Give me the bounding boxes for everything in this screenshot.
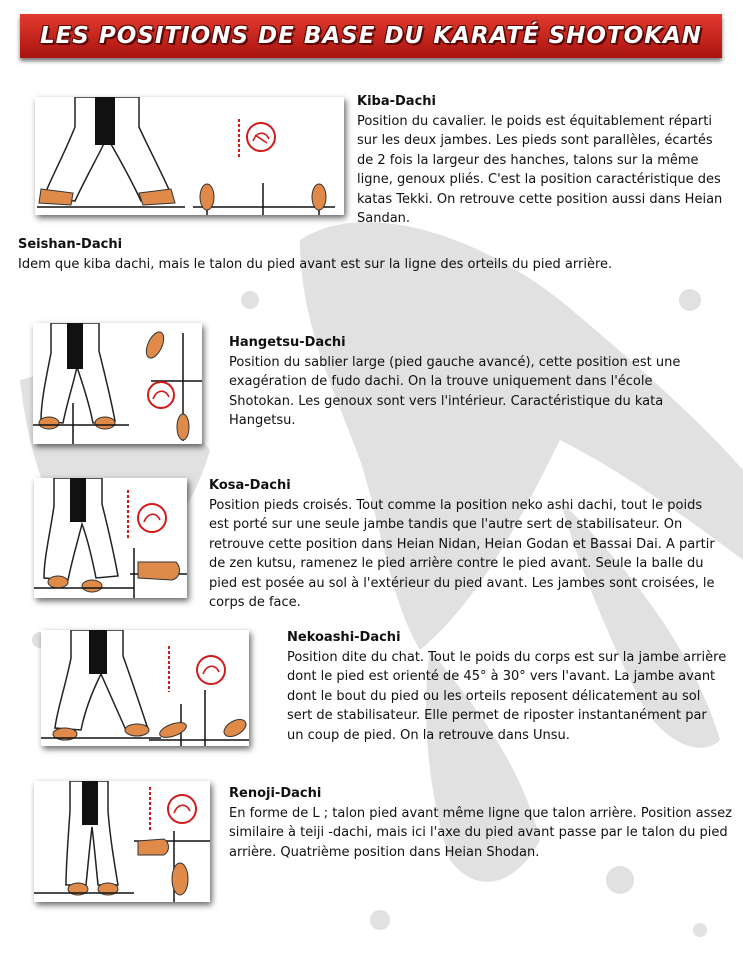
stance-description: Position pieds croisés. Tout comme la position neko ashi dachi, tout le poids est porté sur une seule jambe tandis que l'autre sert de stabilisateur. On retrouve cette position dans Heian Nidan, Heian Godan et Bassai Dai. A partir de zen kutsu, ramenez le pied arrière contre le pied avant. Seule la balle du pied est posée au sol à l'extérieur du pied avant. Les jambes sont croisées, le corps de face. (209, 497, 715, 610)
stance-description: Position du sablier large (pied gauche avancé), cette position est une exagération de fudo dachi. On la trouve uniquement dans l'école Shotokan. Les genoux sont vers l'intérieur. Caractéristique du kata Hangetsu. (229, 354, 681, 428)
stance-title: Hangetsu-Dachi (229, 335, 346, 350)
nekoashi-dachi-figure (41, 630, 249, 746)
nekoashi-dachi-illustration (41, 630, 249, 746)
stance-description: Idem que kiba dachi, mais le talon du pied avant est sur la ligne des orteils du pied arrière. (18, 256, 613, 272)
stance-description: Position dite du chat. Tout le poids du corps est sur la jambe arrière dont le pied est orienté de 45° à 30° vers l'avant. La jambe avant dont le bout du pied ou les orteils reposent délicatement au sol sert de stabilisateur. Elle permet de riposter instantanément par un coup de pied. On la retrouve dans Unsu. (287, 649, 727, 743)
renoji-dachi-illustration (34, 781, 210, 902)
stance-description: En forme de L ; talon pied avant même ligne que talon arrière. Position assez similaire à teiji -dachi, mais ici l'axe du pied avant passe par le talon du pied arrière. Quatrième position dans Heian Shodan. (229, 805, 733, 860)
hangetsu-dachi-figure (33, 323, 202, 444)
kiba-dachi-illustration (35, 97, 344, 215)
stance-seishan-dachi (18, 235, 718, 274)
stance-renoji-dachi (229, 784, 734, 862)
page-title: LES POSITIONS DE BASE DU KARATÉ SHOTOKAN (39, 23, 703, 49)
renoji-dachi-figure (34, 781, 210, 902)
stance-hangetsu-dachi (229, 333, 709, 431)
kiba-dachi-figure (35, 97, 344, 215)
stance-title: Renoji-Dachi (229, 786, 322, 801)
stance-title: Kosa-Dachi (209, 478, 291, 493)
hangetsu-dachi-illustration (33, 323, 202, 444)
stance-kosa-dachi (209, 476, 724, 613)
stance-nekoashi-dachi (287, 628, 727, 745)
title-banner (20, 14, 722, 58)
stance-kiba-dachi (357, 92, 727, 229)
stance-title: Seishan-Dachi (18, 237, 123, 252)
stance-title: Kiba-Dachi (357, 94, 436, 109)
stance-description: Position du cavalier. le poids est équitablement réparti sur les deux jambes. Les pieds sont parallèles, écartés de 2 fois la largeur des hanches, talons sur la même ligne, genoux pliés. C'est la position caractéristique des katas Tekki. On retrouve cette position aussi dans Heian Sandan. (357, 113, 723, 226)
stance-title: Nekoashi-Dachi (287, 630, 401, 645)
kosa-dachi-figure (34, 478, 187, 598)
kosa-dachi-illustration (34, 478, 187, 598)
